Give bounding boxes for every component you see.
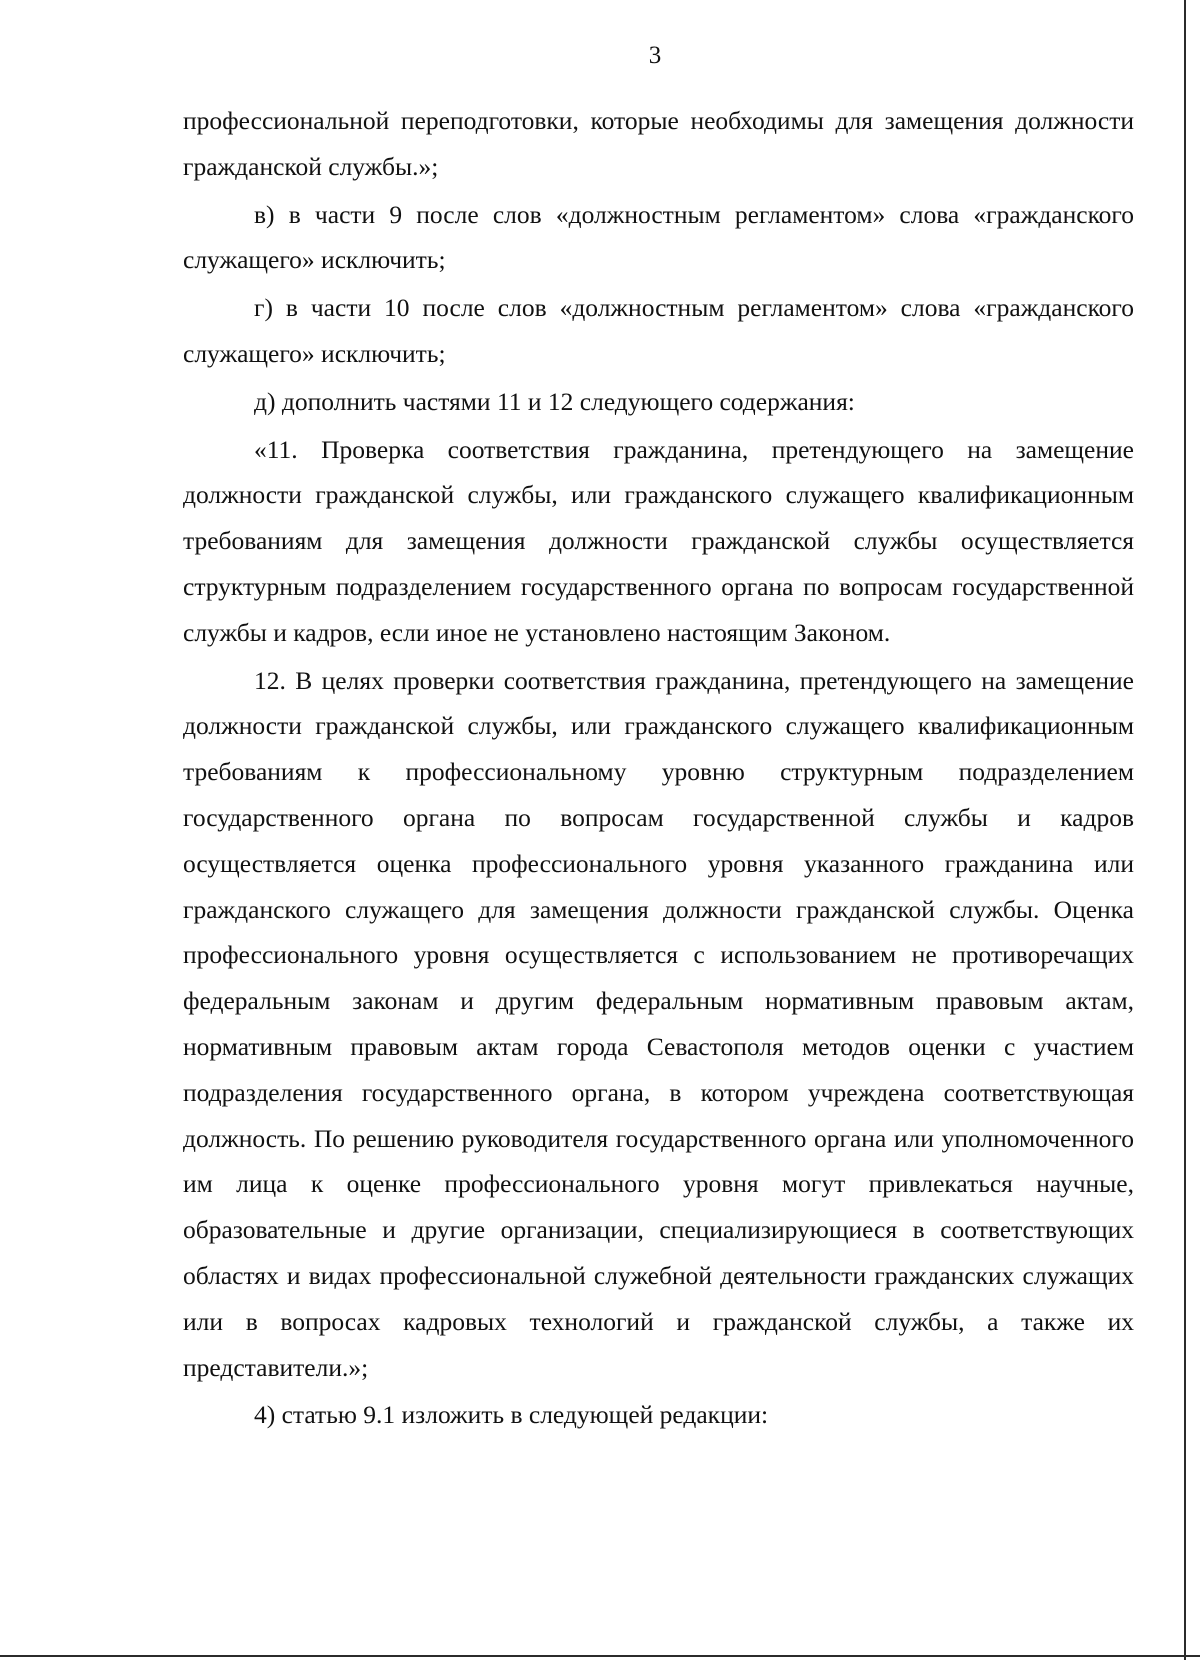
paragraph-item-4: 4) статью 9.1 изложить в следующей редакции: [254, 1400, 769, 1430]
paragraph-part-12: 12. В целях проверки соответствия гражданина, претендующего на замещение должности гражданской службы, или гражданского служащего квалификационным требованиям к профессиональному уровню структурным подразделением государственного органа по вопросам государственной службы и кадров осуществляется оценка профессионального уровня указанного гражданина или гражданского служащего для замещения должности гражданской службы. Оценка профессионального уровня осуществляется с использованием не противоречащих федеральным законам и другим федеральным нормативным правовым актам, нормативным правовым актам города Севастополя методов оценки с участием подразделения государственного органа, в котором учреждена соответствующая должность. По решению руководителя государственного органа или уполномоченного им лица к оценке профессионального уровня могут привлекаться научные, образовательные и другие организации, специализирующиеся в соответствующих областях и видах профессиональной служебной деятельности гражданских служащих или в вопросах кадровых технологий и гражданской службы, а также их представители.»; [183, 665, 1134, 1382]
paragraph-item-v: в) в части 9 после слов «должностным регламентом» слова «гражданского служащего» исключить; [183, 199, 1134, 275]
paragraph-continuation: профессиональной переподготовки, которые необходимы для замещения должности гражданской службы.»; [183, 106, 1134, 181]
scan-edge-bottom [0, 1655, 1200, 1657]
paragraph-item-d: д) дополнить частями 11 и 12 следующего содержания: [254, 386, 855, 416]
scan-edge-right [1184, 0, 1186, 1660]
paragraph-item-g: г) в части 10 после слов «должностным регламентом» слова «гражданского служащего» исключить; [183, 293, 1134, 368]
paragraph-part-11: «11. Проверка соответствия гражданина, претендующего на замещение должности гражданской службы, или гражданского служащего квалификационным требованиям для замещения должности гражданской службы осуществляется структурным подразделением государственного органа по вопросам государственной службы и кадров, если иное не установлено настоящим Законом. [183, 434, 1134, 647]
page-number: 3 [648, 42, 662, 69]
document-body [183, 98, 1134, 1438]
